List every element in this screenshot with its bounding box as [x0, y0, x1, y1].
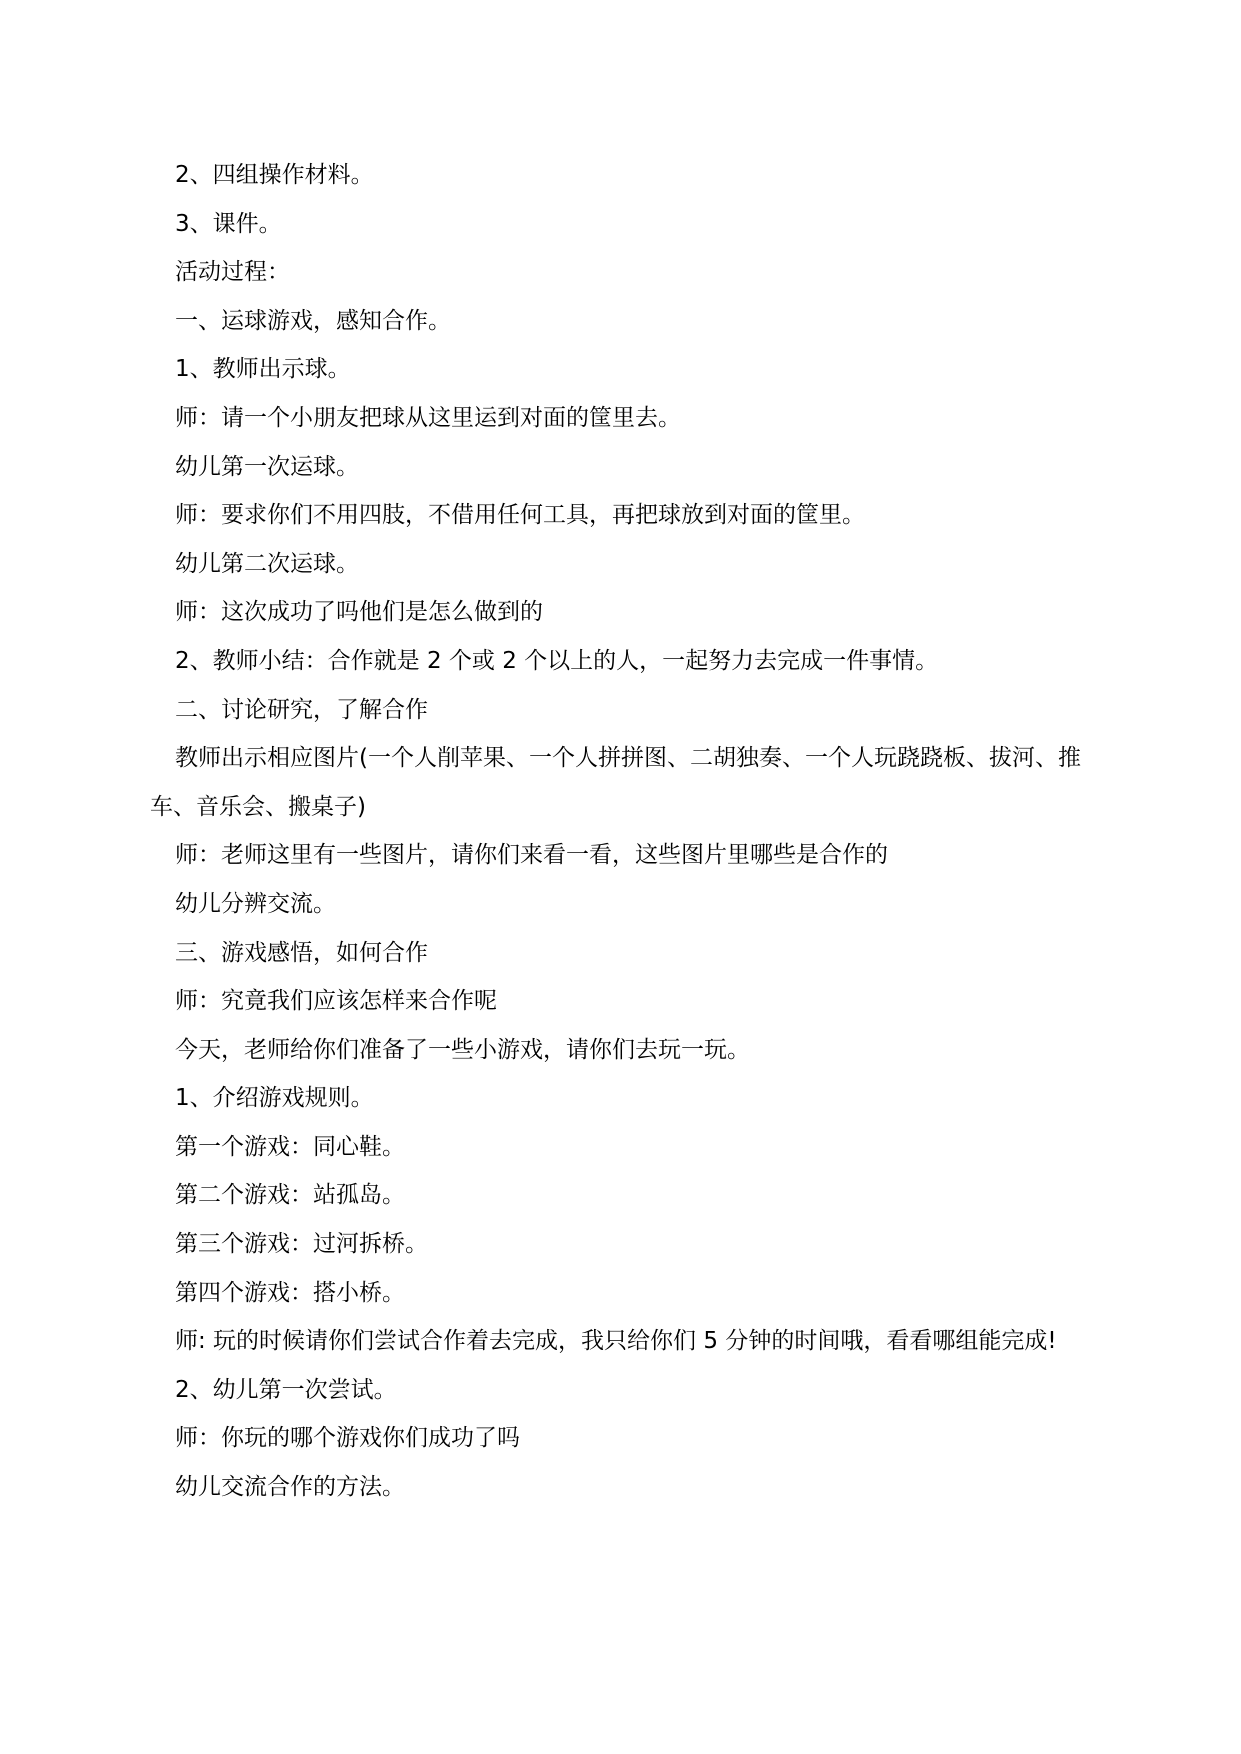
paragraph: 今天，老师给你们准备了一些小游戏，请你们去玩一玩。 — [175, 1036, 750, 1063]
paragraph: 3、课件。 — [175, 210, 282, 237]
paragraph: 师：究竟我们应该怎样来合作呢 — [175, 988, 497, 1015]
section-heading: 一、运球游戏，感知合作。 — [175, 307, 451, 334]
document-body — [150, 151, 1096, 1512]
paragraph: 师: 玩的时候请你们尝试合作着去完成，我只给你们 5 分钟的时间哦，看看哪组能完成! — [175, 1328, 1057, 1355]
section-heading: 三、游戏感悟，如何合作 — [175, 939, 428, 966]
paragraph: 幼儿分辨交流。 — [175, 890, 336, 917]
paragraph: 师：你玩的哪个游戏你们成功了吗 — [175, 1425, 520, 1452]
paragraph: 1、介绍游戏规则。 — [175, 1085, 374, 1112]
paragraph: 第一个游戏：同心鞋。 — [175, 1133, 405, 1160]
paragraph: 2、四组操作材料。 — [175, 162, 374, 188]
paragraph: 2、幼儿第一次尝试。 — [175, 1376, 397, 1403]
paragraph: 第四个游戏：搭小桥。 — [175, 1279, 405, 1306]
paragraph: 师：要求你们不用四肢，不借用任何工具，再把球放到对面的筐里。 — [175, 502, 865, 529]
paragraph: 第二个游戏：站孤岛。 — [175, 1182, 405, 1209]
paragraph: 第三个游戏：过河拆桥。 — [175, 1231, 428, 1258]
paragraph: 幼儿交流合作的方法。 — [175, 1474, 405, 1501]
paragraph: 活动过程： — [175, 259, 290, 286]
paragraph: 幼儿第一次运球。 — [175, 453, 359, 480]
paragraph: 2、教师小结：合作就是 2 个或 2 个以上的人，一起努力去完成一件事情。 — [175, 647, 939, 674]
paragraph: 教师出示相应图片(一个人削苹果、一个人拼拼图、二胡独奏、一个人玩跷跷板、拔河、推车、音乐会、搬桌子) — [150, 745, 1081, 820]
paragraph: 师：老师这里有一些图片，请你们来看一看，这些图片里哪些是合作的 — [175, 842, 888, 869]
paragraph: 师：这次成功了吗他们是怎么做到的 — [175, 599, 543, 626]
section-heading: 二、讨论研究，了解合作 — [175, 696, 428, 723]
paragraph: 1、教师出示球。 — [175, 356, 351, 383]
paragraph: 幼儿第二次运球。 — [175, 550, 359, 577]
paragraph: 师：请一个小朋友把球从这里运到对面的筐里去。 — [175, 404, 681, 431]
